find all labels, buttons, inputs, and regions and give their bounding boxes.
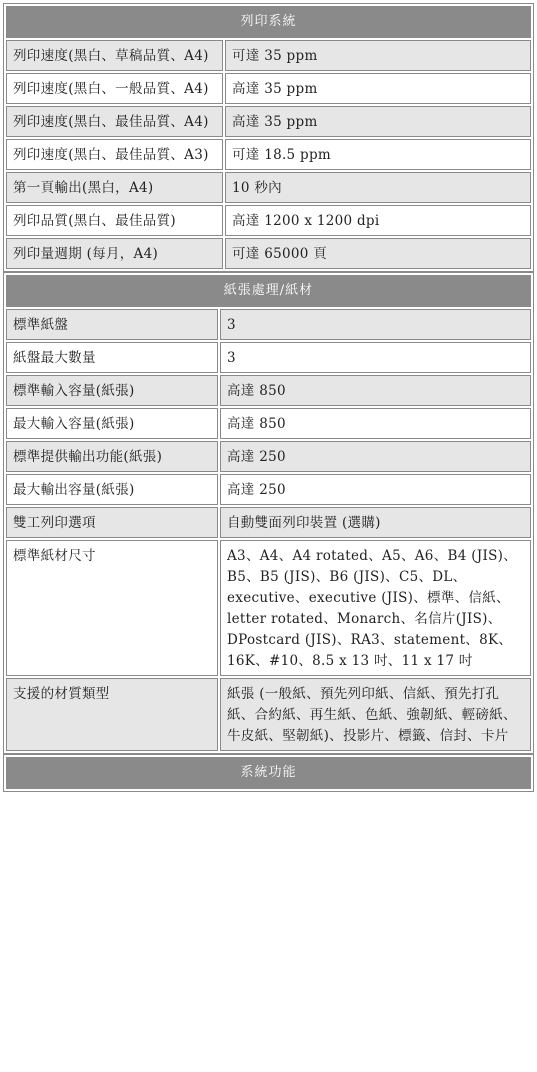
spec-label: 列印品質(黑白、最佳品質)	[6, 205, 223, 236]
table-row	[6, 172, 531, 203]
spec-value: 高達 250	[220, 474, 531, 505]
spec-value: A3、A4、A4 rotated、A5、A6、B4 (JIS)、B5、B5 (JIS)、B6 (JIS)、C5、DL、executive、executive (JIS)、標準、信紙、letter rotated、Monarch、名信片(JIS)、DPostcard (JIS)、RA3、statement、8K、16K、#10、8.5 x 13 吋、11 x 17 吋	[220, 540, 531, 676]
table-row	[6, 441, 531, 472]
spec-value: 可達 35 ppm	[225, 40, 531, 71]
spec-sheet	[3, 3, 534, 792]
spec-value: 高達 250	[220, 441, 531, 472]
table-row	[6, 73, 531, 104]
spec-label: 列印量週期 (每月，A4)	[6, 238, 223, 269]
paper-handling-table	[3, 272, 534, 754]
spec-label: 列印速度(黑白、最佳品質、A4)	[6, 106, 223, 137]
table-row	[6, 408, 531, 439]
spec-label: 列印速度(黑白、一般品質、A4)	[6, 73, 223, 104]
spec-label: 最大輸出容量(紙張)	[6, 474, 218, 505]
spec-label: 標準提供輸出功能(紙張)	[6, 441, 218, 472]
spec-value: 紙張 (一般紙、預先列印紙、信紙、預先打孔紙、合約紙、再生紙、色紙、強韌紙、輕磅紙、牛皮紙、堅韌紙)、投影片、標籤、信封、卡片	[220, 678, 531, 751]
table-row	[6, 540, 531, 676]
spec-value: 高達 35 ppm	[225, 106, 531, 137]
system-functions-table	[3, 754, 534, 792]
spec-value: 3	[220, 309, 531, 340]
table-row	[6, 375, 531, 406]
spec-value: 可達 65000 頁	[225, 238, 531, 269]
table-row	[6, 139, 531, 170]
spec-value: 高達 35 ppm	[225, 73, 531, 104]
spec-label: 雙工列印選項	[6, 507, 218, 538]
spec-label: 列印速度(黑白、草稿品質、A4)	[6, 40, 223, 71]
spec-value: 自動雙面列印裝置 (選購)	[220, 507, 531, 538]
spec-value: 高達 1200 x 1200 dpi	[225, 205, 531, 236]
section-header-paper: 紙張處理/紙材	[6, 275, 531, 307]
spec-label: 列印速度(黑白、最佳品質、A3)	[6, 139, 223, 170]
spec-value: 高達 850	[220, 375, 531, 406]
spec-value: 可達 18.5 ppm	[225, 139, 531, 170]
table-row	[6, 342, 531, 373]
spec-label: 支援的材質類型	[6, 678, 218, 751]
spec-value: 10 秒內	[225, 172, 531, 203]
spec-label: 最大輸入容量(紙張)	[6, 408, 218, 439]
section-header-system: 系統功能	[6, 757, 531, 789]
table-row	[6, 40, 531, 71]
spec-label: 紙盤最大數量	[6, 342, 218, 373]
spec-label: 第一頁輸出(黑白，A4)	[6, 172, 223, 203]
table-row	[6, 238, 531, 269]
section-header-print: 列印系統	[6, 6, 531, 38]
table-row	[6, 309, 531, 340]
spec-label: 標準輸入容量(紙張)	[6, 375, 218, 406]
spec-value: 3	[220, 342, 531, 373]
table-row	[6, 474, 531, 505]
spec-label: 標準紙材尺寸	[6, 540, 218, 676]
table-row	[6, 205, 531, 236]
table-row	[6, 507, 531, 538]
table-row	[6, 678, 531, 751]
print-system-table	[3, 3, 534, 272]
spec-value: 高達 850	[220, 408, 531, 439]
spec-label: 標準紙盤	[6, 309, 218, 340]
table-row	[6, 106, 531, 137]
